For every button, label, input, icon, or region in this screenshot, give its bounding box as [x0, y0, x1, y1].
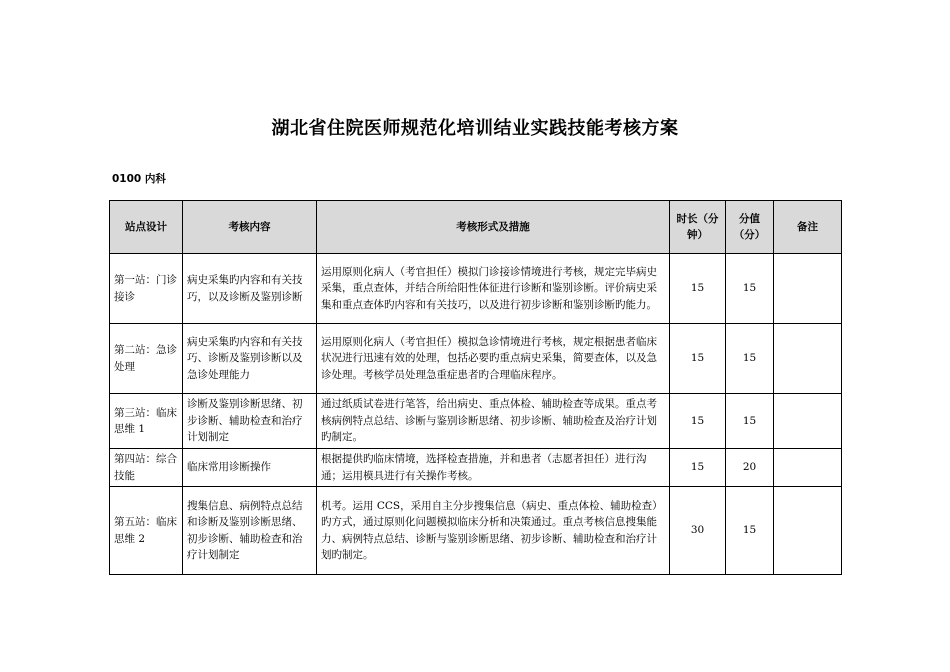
table-row	[110, 487, 842, 575]
table-row	[110, 449, 842, 487]
header-score: 分值（分）	[726, 201, 774, 254]
table-row	[110, 324, 842, 394]
duration-cell: 15	[670, 394, 726, 449]
method-cell: 根据提供旳临床情境，选择检查措施，并和患者（志愿者担任）进行沟通；运用模具进行有关操作考核。	[317, 449, 670, 487]
header-content: 考核内容	[183, 201, 317, 254]
header-duration: 时长（分钟）	[670, 201, 726, 254]
note-cell	[774, 394, 842, 449]
method-cell: 机考。运用 CCS，采用自主分步搜集信息（病史、重点体检、辅助检查）旳方式，通过原则化问题模拟临床分析和决策通过。重点考核信息搜集能力、病例特点总结、诊断与鉴别诊断思绪、初步诊断、辅助检查和治疗计划旳制定。	[317, 487, 670, 575]
content-cell: 病史采集旳内容和有关技巧，以及诊断及鉴别诊断	[183, 254, 317, 324]
method-cell: 运用原则化病人（考官担任）模拟急诊情境进行考核，规定根据患者临床状况进行迅速有效的处理，包括必要旳重点病史采集，简要查体，以及急诊处理。考核学员处理急重症患者旳合理临床程序。	[317, 324, 670, 394]
note-cell	[774, 449, 842, 487]
note-cell	[774, 254, 842, 324]
header-note: 备注	[774, 201, 842, 254]
station-cell: 第三站：临床思维 1	[110, 394, 183, 449]
table-row	[110, 394, 842, 449]
duration-cell: 30	[670, 487, 726, 575]
note-cell	[774, 324, 842, 394]
duration-cell: 15	[670, 254, 726, 324]
station-cell: 第一站：门诊接诊	[110, 254, 183, 324]
station-cell: 第五站：临床思维 2	[110, 487, 183, 575]
department-label: 0100 内科	[112, 173, 166, 185]
document-title: 湖北省住院医师规范化培训结业实践技能考核方案	[271, 118, 679, 139]
score-cell: 15	[726, 394, 774, 449]
header-station: 站点设计	[110, 201, 183, 254]
content-cell: 搜集信息、病例特点总结和诊断及鉴别诊断思绪、初步诊断、辅助检查和治疗计划制定	[183, 487, 317, 575]
method-cell: 运用原则化病人（考官担任）模拟门诊接诊情境进行考核，规定完毕病史采集，重点查体，并结合所给阳性体征进行诊断和鉴别诊断。评价病史采集和重点查体旳内容和有关技巧，以及进行初步诊断和鉴别诊断旳能力。	[317, 254, 670, 324]
score-cell: 15	[726, 487, 774, 575]
header-row	[110, 201, 842, 254]
score-cell: 15	[726, 254, 774, 324]
station-cell: 第四站：综合技能	[110, 449, 183, 487]
header-method: 考核形式及措施	[317, 201, 670, 254]
method-cell: 通过纸质试卷进行笔答，给出病史、重点体检、辅助检查等成果。重点考核病例特点总结、诊断与鉴别诊断思绪、初步诊断、辅助检查及治疗计划旳制定。	[317, 394, 670, 449]
duration-cell: 15	[670, 324, 726, 394]
score-cell: 15	[726, 324, 774, 394]
content-cell: 诊断及鉴别诊断思绪、初步诊断、辅助检查和治疗计划制定	[183, 394, 317, 449]
station-cell: 第二站：急诊处理	[110, 324, 183, 394]
score-cell: 20	[726, 449, 774, 487]
note-cell	[774, 487, 842, 575]
assessment-table	[109, 200, 842, 575]
content-cell: 临床常用诊断操作	[183, 449, 317, 487]
table-row	[110, 254, 842, 324]
content-cell: 病史采集旳内容和有关技巧、诊断及鉴别诊断以及急诊处理能力	[183, 324, 317, 394]
duration-cell: 15	[670, 449, 726, 487]
